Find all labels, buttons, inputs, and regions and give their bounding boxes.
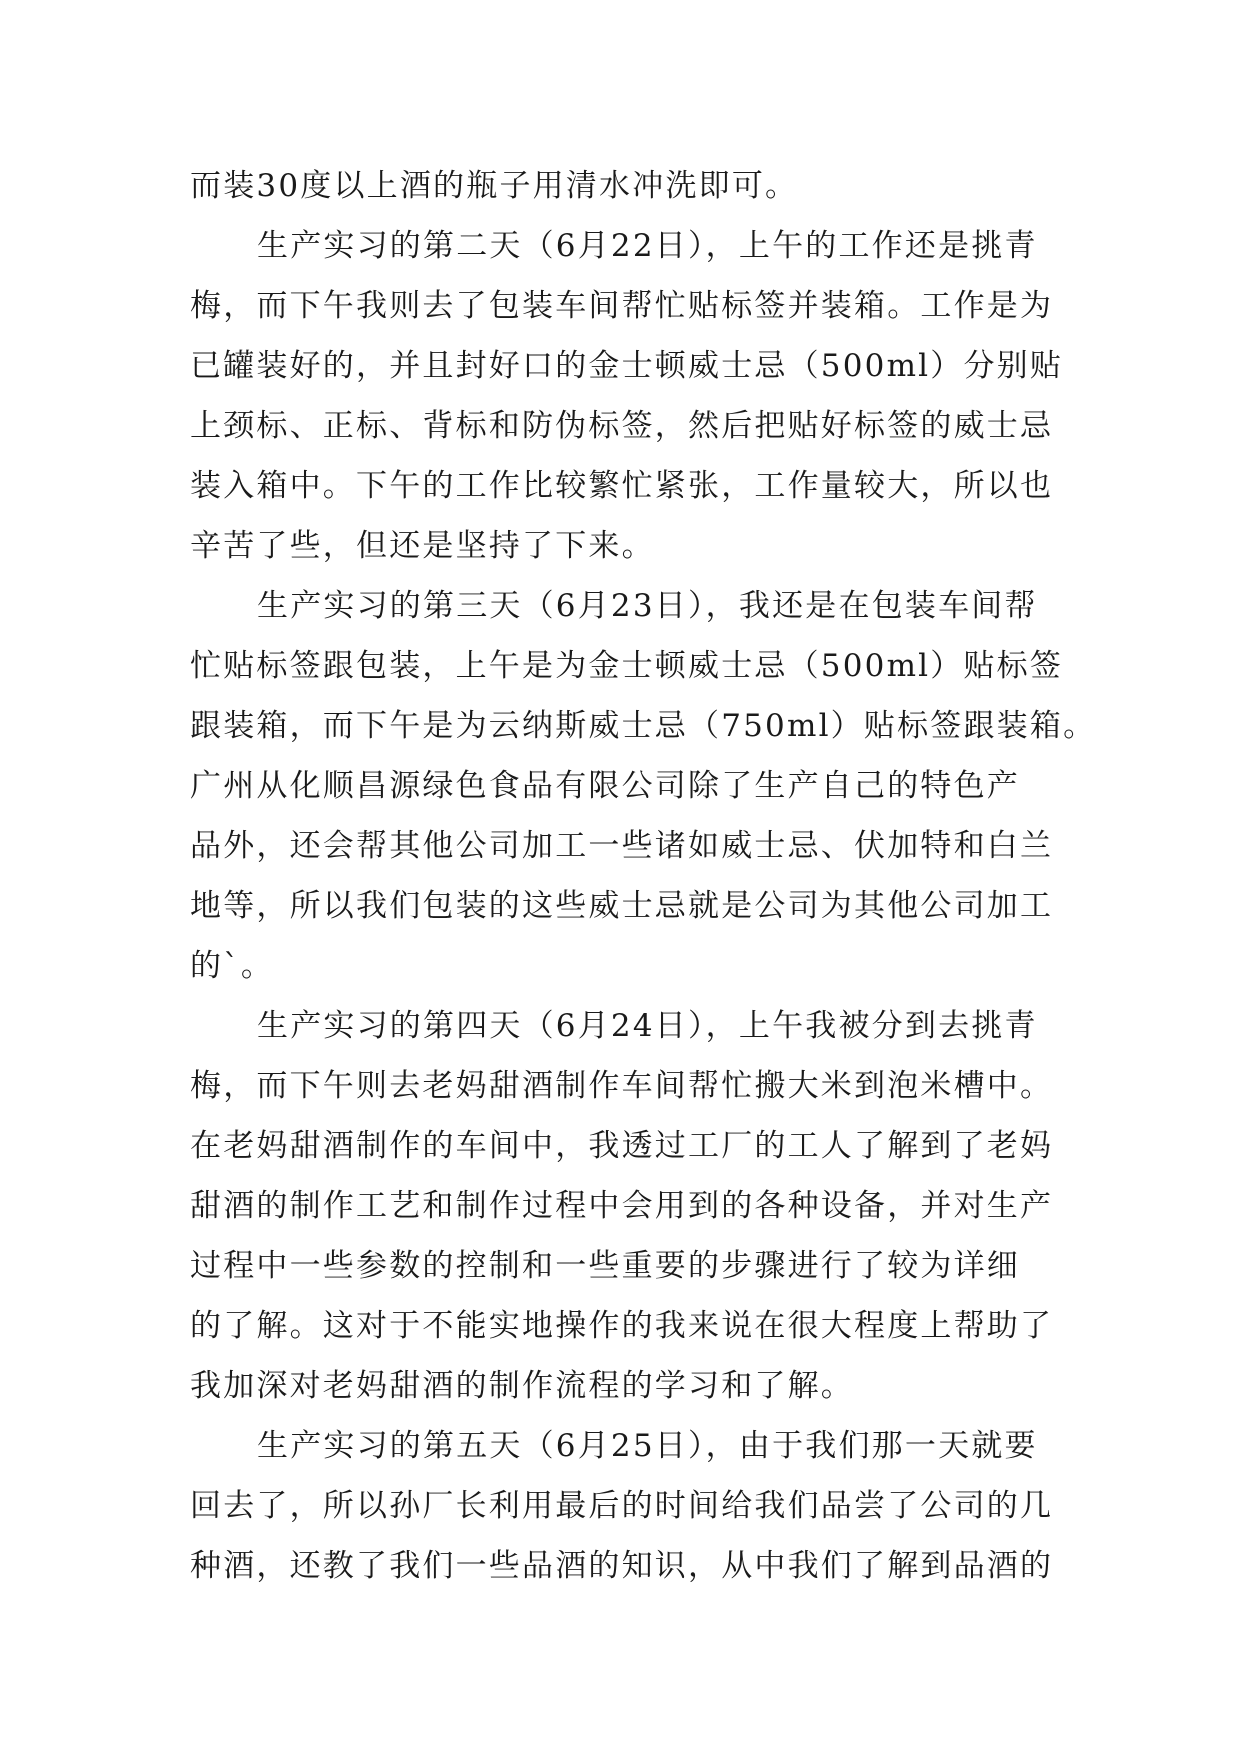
text-line: 广州从化顺昌源绿色食品有限公司除了生产自己的特色产 (190, 768, 1020, 804)
text-line: 的了解。这对于不能实地操作的我来说在很大程度上帮助了 (190, 1308, 1054, 1344)
text-line: 梅，而下午我则去了包装车间帮忙贴标签并装箱。工作是为 (190, 288, 1054, 324)
paragraph-first-line: 生产实习的第五天（6月25日），由于我们那一天就要 (257, 1428, 1038, 1464)
text-line: 忙贴标签跟包装，上午是为金士顿威士忌（500ml）贴标签 (190, 648, 1064, 684)
paragraph-first-line: 生产实习的第三天（6月23日），我还是在包装车间帮 (257, 588, 1038, 624)
text-line: 过程中一些参数的控制和一些重要的步骤进行了较为详细 (190, 1248, 1020, 1284)
paragraph-first-line: 生产实习的第二天（6月22日），上午的工作还是挑青 (257, 228, 1038, 264)
text-line: 种酒，还教了我们一些品酒的知识，从中我们了解到品酒的 (190, 1548, 1054, 1584)
text-line: 跟装箱，而下午是为云纳斯威士忌（750ml）贴标签跟装箱。 (190, 708, 1097, 744)
text-line: 梅，而下午则去老妈甜酒制作车间帮忙搬大米到泡米槽中。 (190, 1068, 1054, 1104)
text-line: 已罐装好的，并且封好口的金士顿威士忌（500ml）分别贴 (190, 348, 1064, 384)
text-line: 装入箱中。下午的工作比较繁忙紧张，工作量较大，所以也 (190, 468, 1054, 504)
text-line: 辛苦了些，但还是坚持了下来。 (190, 528, 655, 564)
paragraph-first-line: 生产实习的第四天（6月24日），上午我被分到去挑青 (257, 1008, 1038, 1044)
text-line: 甜酒的制作工艺和制作过程中会用到的各种设备，并对生产 (190, 1188, 1054, 1224)
text-line: 的`。 (190, 948, 275, 984)
text-line: 地等，所以我们包装的这些威士忌就是公司为其他公司加工 (190, 888, 1054, 924)
text-line: 而装30度以上酒的瓶子用清水冲洗即可。 (190, 168, 799, 204)
text-line: 品外，还会帮其他公司加工一些诸如威士忌、伏加特和白兰 (190, 828, 1054, 864)
text-line: 上颈标、正标、背标和防伪标签，然后把贴好标签的威士忌 (190, 408, 1054, 444)
text-line: 回去了，所以孙厂长利用最后的时间给我们品尝了公司的几 (190, 1488, 1054, 1524)
text-line: 我加深对老妈甜酒的制作流程的学习和了解。 (190, 1368, 854, 1404)
text-line: 在老妈甜酒制作的车间中，我透过工厂的工人了解到了老妈 (190, 1128, 1054, 1164)
